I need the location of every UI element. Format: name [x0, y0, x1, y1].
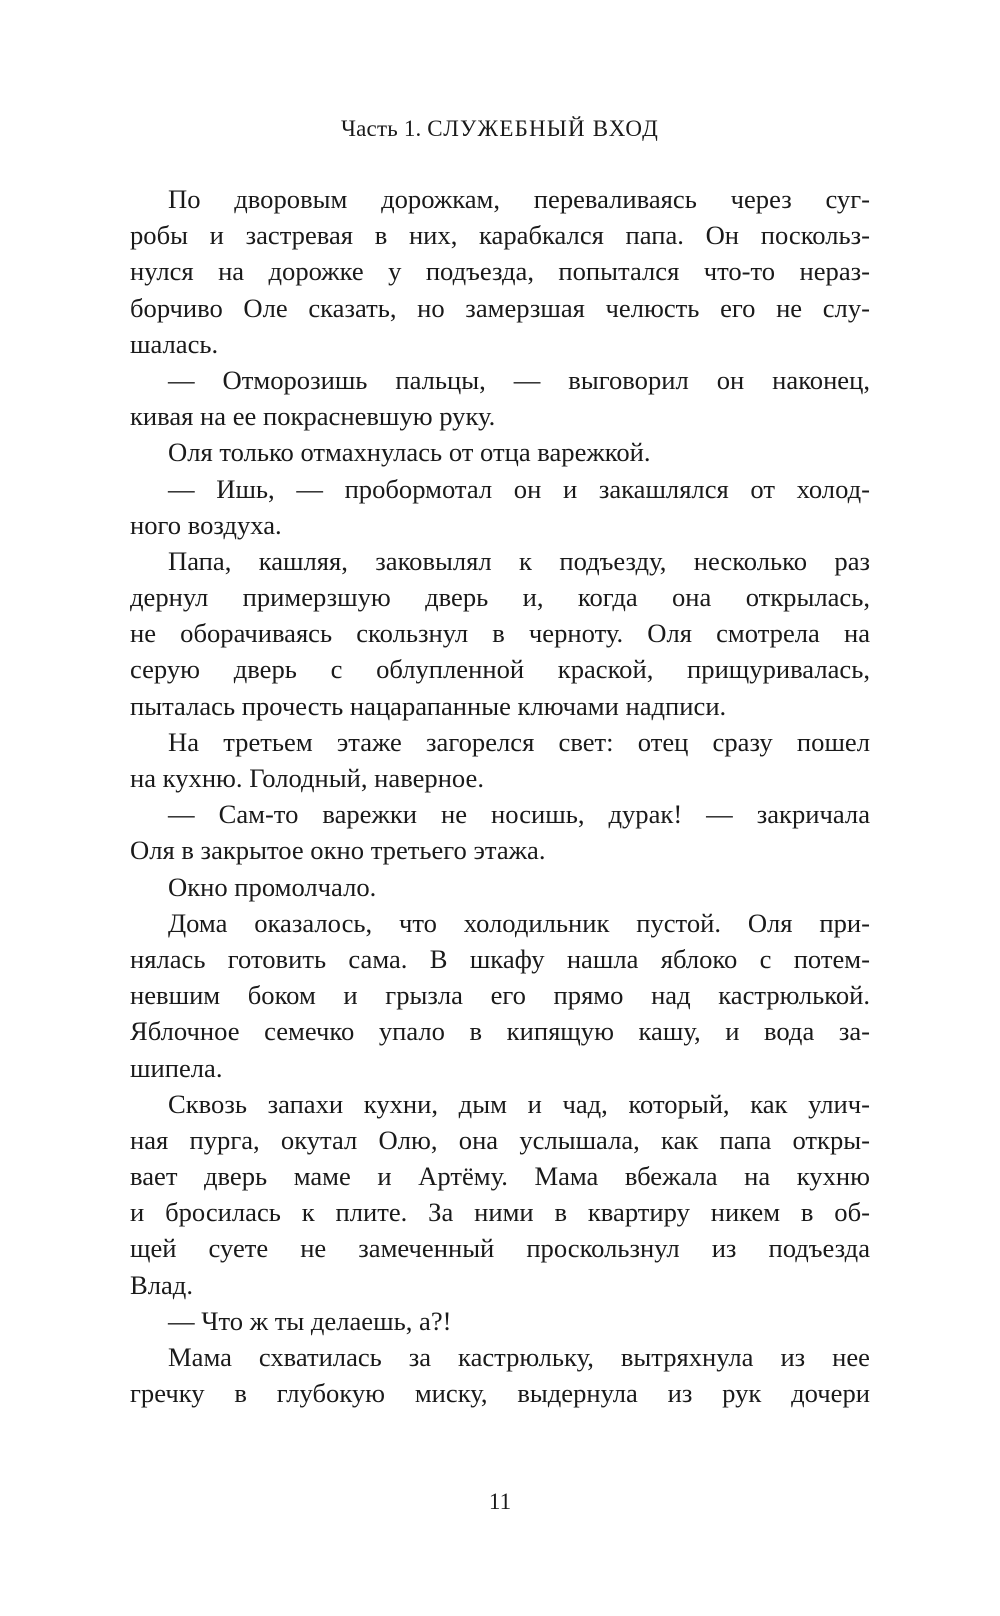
running-head-title: СЛУЖЕБНЫЙ ВХОД: [427, 116, 659, 141]
text-line: Окно промолчало.: [168, 871, 377, 902]
text-line: гречку в глубокую миску, выдернула из рук дочери: [130, 1378, 870, 1409]
text-line: робы и застревая в них, карабкался папа. Он поскольз-: [130, 220, 870, 251]
text-line: пыталась прочесть нацарапанные ключами надписи.: [130, 690, 727, 721]
text-line: невшим боком и грызла его прямо над кастрюлькой.: [130, 980, 870, 1011]
page-number: 11: [488, 1489, 512, 1514]
text-line: — Отморозишь пальцы, — выговорил он наконец,: [168, 364, 870, 395]
text-line: нулся на дорожке у подъезда, попытался что-то нераз-: [130, 256, 870, 287]
text-line: ная пурга, окутал Олю, она услышала, как папа откры-: [130, 1124, 870, 1155]
text-line: кивая на ее покрасневшую руку.: [130, 401, 496, 432]
text-line: нялась готовить сама. В шкафу нашла яблоко с потем-: [130, 943, 870, 974]
text-line: Мама схватилась за кастрюльку, вытряхнула из нее: [168, 1342, 870, 1372]
text-line: — Ишь, — пробормотал он и закашлялся от холод-: [168, 473, 870, 504]
text-line: Влад.: [130, 1269, 193, 1300]
text-line: вает дверь маме и Артёму. Мама вбежала на кухню: [130, 1161, 870, 1192]
text-line: Яблочное семечко упало в кипящую кашу, и вода за-: [130, 1016, 870, 1047]
body-text: [130, 181, 870, 1411]
text-line: ного воздуха.: [130, 509, 282, 540]
text-line: серую дверь с облупленной краской, прищуривалась,: [130, 654, 870, 685]
text-line: Дома оказалось, что холодильник пустой. Оля при-: [168, 907, 870, 938]
text-line: — Что ж ты делаешь, а?!: [168, 1305, 452, 1336]
text-line: борчиво Оле сказать, но замерзшая челюсть его не слу-: [130, 292, 870, 323]
text-line: На третьем этаже загорелся свет: отец сразу пошел: [168, 726, 870, 757]
text-line: шипела.: [130, 1052, 223, 1083]
text-line: не оборачиваясь скользнул в черноту. Оля смотрела на: [130, 618, 870, 649]
text-line: — Сам-то варежки не носишь, дурак! — закричала: [168, 799, 870, 830]
text-line: Папа, кашляя, заковылял к подъезду, несколько раз: [168, 545, 870, 576]
running-head: [0, 114, 1000, 144]
text-line: и бросилась к плите. За ними в квартиру никем в об-: [130, 1197, 870, 1228]
text-line: Оля в закрытое окно третьего этажа.: [130, 835, 546, 866]
text-line: щей суете не замеченный проскользнул из подъезда: [130, 1233, 870, 1264]
running-head-part: Часть 1.: [341, 116, 422, 141]
text-line: Оля только отмахнулась от отца варежкой.: [168, 437, 651, 468]
text-line: По дворовым дорожкам, переваливаясь через суг-: [168, 184, 870, 214]
text-line: Сквозь запахи кухни, дым и чад, который, как улич-: [168, 1088, 870, 1119]
text-line: дернул примерзшую дверь и, когда она открылась,: [130, 582, 870, 613]
text-line: шалась.: [130, 328, 219, 359]
text-line: на кухню. Голодный, наверное.: [130, 763, 485, 793]
